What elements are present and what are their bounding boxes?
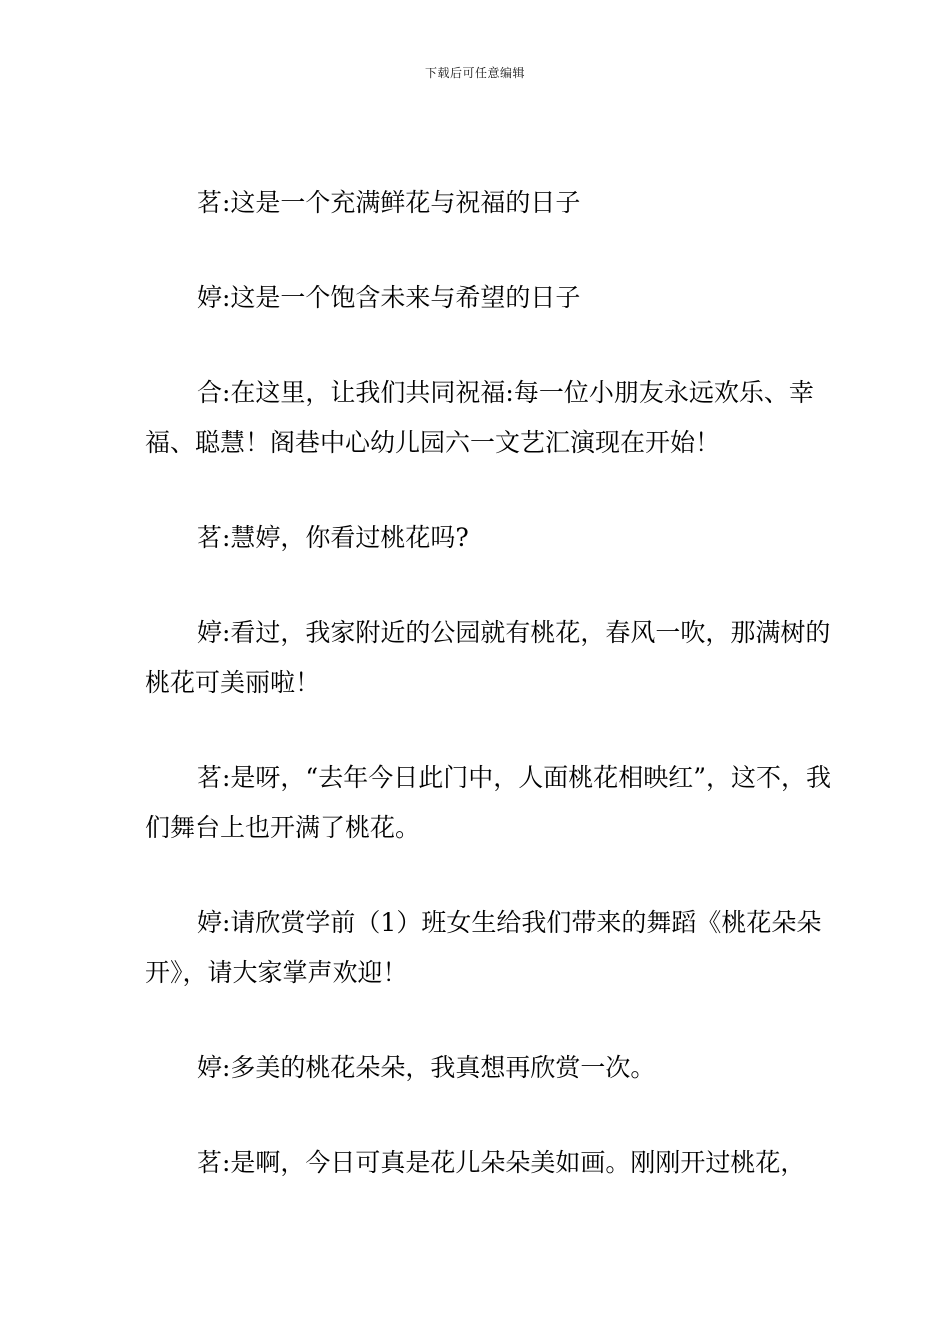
paragraph: 茗:这是一个充满鲜花与祝福的日子 — [197, 188, 581, 217]
paragraph: 婷:这是一个饱含未来与希望的日子 — [197, 283, 581, 312]
page-header: 下载后可任意编辑 — [424, 66, 525, 80]
paragraph: 茗:慧婷，你看过桃花吗? — [197, 523, 469, 552]
paragraph: 婷:请欣赏学前（1）班女生给我们带来的舞蹈《桃花朵朵开》，请大家掌声欢迎！ — [145, 908, 822, 987]
paragraph: 合:在这里，让我们共同祝福:每一位小朋友永远欢乐、幸福、聪慧！阁巷中心幼儿园六一文艺汇演现在开始！ — [145, 378, 814, 457]
document-body — [145, 178, 835, 1233]
paragraph: 婷:看过，我家附近的公园就有桃花，春风一吹，那满树的桃花可美丽啦！ — [145, 618, 831, 697]
paragraph: 茗:是啊，今日可真是花儿朵朵美如画。刚刚开过桃花， — [197, 1148, 806, 1177]
paragraph: 茗:是呀，“去年今日此门中，人面桃花相映红”，这不，我们舞台上也开满了桃花。 — [145, 763, 831, 842]
paragraph: 婷:多美的桃花朵朵，我真想再欣赏一次。 — [197, 1053, 656, 1082]
